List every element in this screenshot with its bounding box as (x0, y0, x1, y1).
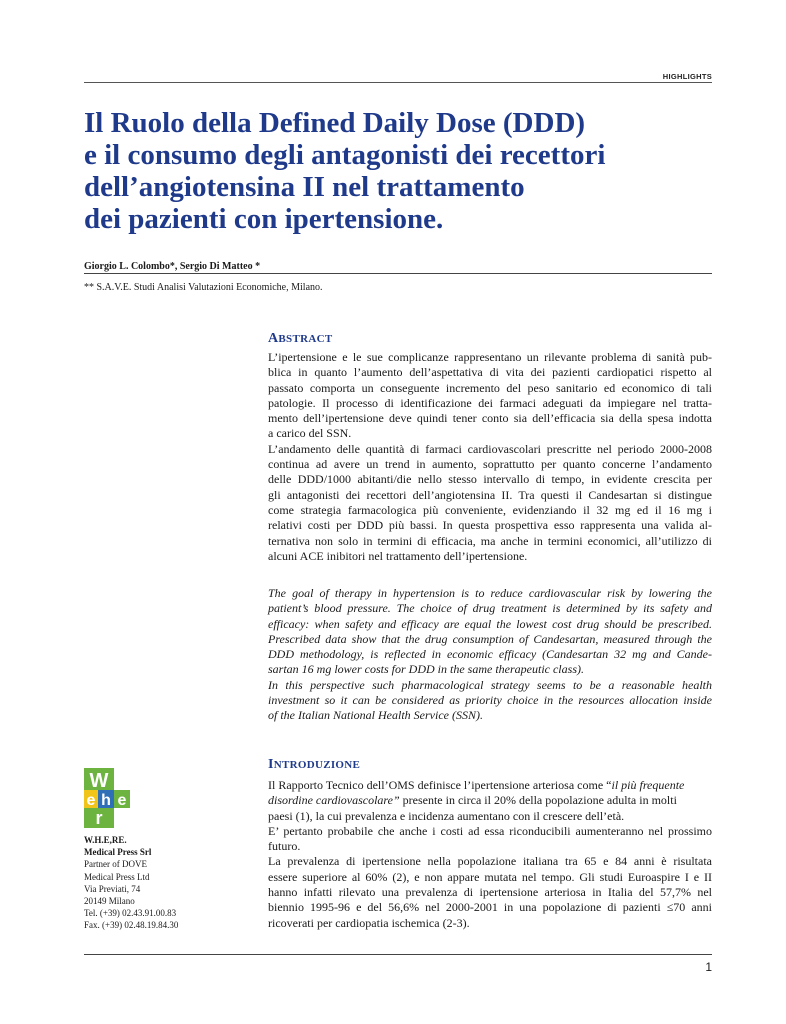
abstract-it-line: continua ad avere un trend in aumento, soprattutto per quanto concerne l’andamento (268, 457, 712, 472)
abstract-it-line: patologie. Il processo di identificazione dei farmaci adeguati da impiegare nel tratta- (268, 395, 712, 410)
authors-rule (84, 273, 712, 274)
title-line-1: Il Ruolo della Defined Daily Dose (DDD) (84, 107, 586, 139)
abstract-it-line: mento dell’ipertensione deve quindi tener conto sia dell’efficacia sia della spesa indotta (268, 411, 712, 426)
logo-letter: e (117, 792, 127, 809)
abstract-en-line: patient’s blood pressure. The choice of drug treatment is determined by its safety and (268, 601, 712, 616)
abstract-it-line: come strategia farmacologica più conveniente, evidenziando il 32 mg ed il 16 mg i (268, 502, 712, 517)
abstract-it-line: blica in quanto l’aumento dell’aspettativa di vita dei pazienti cardiopatici rispetto al (268, 365, 712, 380)
intro-quote: disordine cardiovascolare” (268, 793, 400, 808)
logo-letter: e (86, 792, 96, 809)
intro-line (268, 793, 712, 808)
intro-heading-initial: I (268, 757, 274, 772)
intro-line: ricoverati per cardiopatia ischemica (2-3). (268, 915, 470, 930)
intro-heading (268, 757, 360, 773)
publisher-line: Fax. (+39) 02.48.19.84.30 (84, 920, 179, 931)
abstract-en-line: of the Italian National Health Service (SSN). (268, 708, 483, 723)
logo-letter: W (89, 770, 109, 792)
abstract-en-line: The goal of therapy in hypertension is to reduce cardiovascular risk by lowering the (268, 586, 712, 600)
page-number: 1 (705, 960, 712, 974)
abstract-english (268, 586, 712, 724)
top-rule (84, 82, 712, 83)
abstract-italian (268, 350, 712, 564)
abstract-en-line: In this perspective such pharmacological strategy seems to be a reasonable health (268, 677, 712, 692)
abstract-it-line: gli antagonisti dei recettori dell’angiotensina II. Tra questi il Candesartan si distingue (268, 487, 712, 502)
abstract-en-line: Prescribed data show that the drug consumption of Candesartan, measured through the (268, 631, 712, 646)
title-line-3: dell’angiotensina II nel trattamento (84, 171, 525, 203)
article-title (84, 107, 724, 235)
abstract-it-line: ternativa non solo in termini di efficacia, ma anche in termini economici, all’utilizzo di (268, 533, 712, 548)
intro-line: La prevalenza di ipertensione nella popolazione italiana tra 65 e 84 anni è risultata (268, 854, 712, 869)
abstract-en-line: sartan 16 mg lower costs for DDD in the same therapeutic class). (268, 662, 584, 677)
publisher-company: Medical Press Srl (84, 847, 152, 858)
intro-heading-rest: NTRODUZIONE (273, 759, 361, 771)
affiliation: ** S.A.V.E. Studi Analisi Valutazioni Economiche, Milano. (84, 282, 323, 293)
intro-quote: il più frequente (611, 778, 685, 792)
publisher-line: Via Previati, 74 (84, 883, 141, 894)
abstract-heading-initial: A (268, 331, 279, 346)
section-label: HIGHLIGHTS (662, 72, 712, 81)
abstract-en-line: investment so it can be considered as priority choice in the resources allocation inside (268, 693, 712, 708)
publisher-name: W.H.E,RE. (84, 835, 127, 845)
logo-letter: r (95, 808, 103, 828)
abstract-en-line: efficacy: when safety and efficacy are equal the lowest cost drug should be prescribed. (268, 616, 712, 631)
abstract-it-line: delle DDD/1000 abitanti/die nello stesso intervallo di tempo, in evidente crescita per (268, 472, 712, 487)
title-line-2: e il consumo degli antagonisti dei recettori (84, 139, 606, 171)
authors: Giorgio L. Colombo*, Sergio Di Matteo * (84, 261, 261, 272)
publisher-line: 20149 Milano (84, 896, 135, 907)
abstract-heading (268, 331, 332, 347)
intro-line: biennio 1995-96 e del 56,6% nel 2000-2001 in una popolazione di pazienti ≤70 anni (268, 900, 712, 915)
where-logo (84, 768, 130, 828)
title-line-4: dei pazienti con ipertensione. (84, 203, 444, 235)
abstract-heading-rest: BSTRACT (278, 333, 333, 345)
logo-letter: h (101, 792, 111, 809)
abstract-it-line: alcuni ACE inibitori nel trattamento dell’ipertensione. (268, 548, 528, 563)
abstract-it-line: passato comporta un conseguente incremento del peso sanitario ed economico di tali (268, 380, 712, 395)
abstract-en-line: DDD methodology, is reflected in economic efficacy (Candesartan 32 mg and Cande- (268, 647, 712, 662)
abstract-it-line: L’andamento delle quantità di farmaci cardiovascolari prescritte nel periodo 2000-2008 (268, 441, 712, 456)
publisher-line: Tel. (+39) 02.43.91.00.83 (84, 908, 177, 919)
intro-line (268, 778, 712, 793)
publisher-info (84, 834, 178, 932)
publisher-line: Medical Press Ltd (84, 871, 150, 882)
abstract-it-line: relativi costi per DDD più bassi. In questa prospettiva esso rappresenta una valida al- (268, 518, 712, 533)
intro-text: presente in circa il 20% della popolazione adulta in molti (399, 793, 677, 808)
abstract-it-line: L’ipertensione e le sue complicanze rappresentano un rilevante problema di sanità pub- (268, 350, 712, 364)
bottom-rule (84, 954, 712, 955)
intro-line: essere superiore al 60% (2), e non appare mutata nel tempo. Gli studi Euroaspire I e II (268, 869, 712, 884)
intro-text: Il Rapporto Tecnico dell’OMS definisce l’ipertensione arteriosa come “ (268, 778, 612, 792)
publisher-line: Partner of DOVE (84, 859, 147, 870)
abstract-it-line: a carico del SSN. (268, 426, 352, 441)
intro-line: E’ pertanto probabile che anche i costi ad essa riconducibili aumenteranno nel prossimo (268, 823, 712, 838)
intro-body (268, 778, 712, 931)
intro-line: hanno infatti rilevato una prevalenza di ipertensione arteriosa in Italia del 57,7% nel (268, 885, 712, 900)
intro-line: futuro. (268, 839, 301, 854)
intro-line: paesi (1), la cui prevalenza e incidenza aumentano con il crescere dell’età. (268, 808, 625, 823)
